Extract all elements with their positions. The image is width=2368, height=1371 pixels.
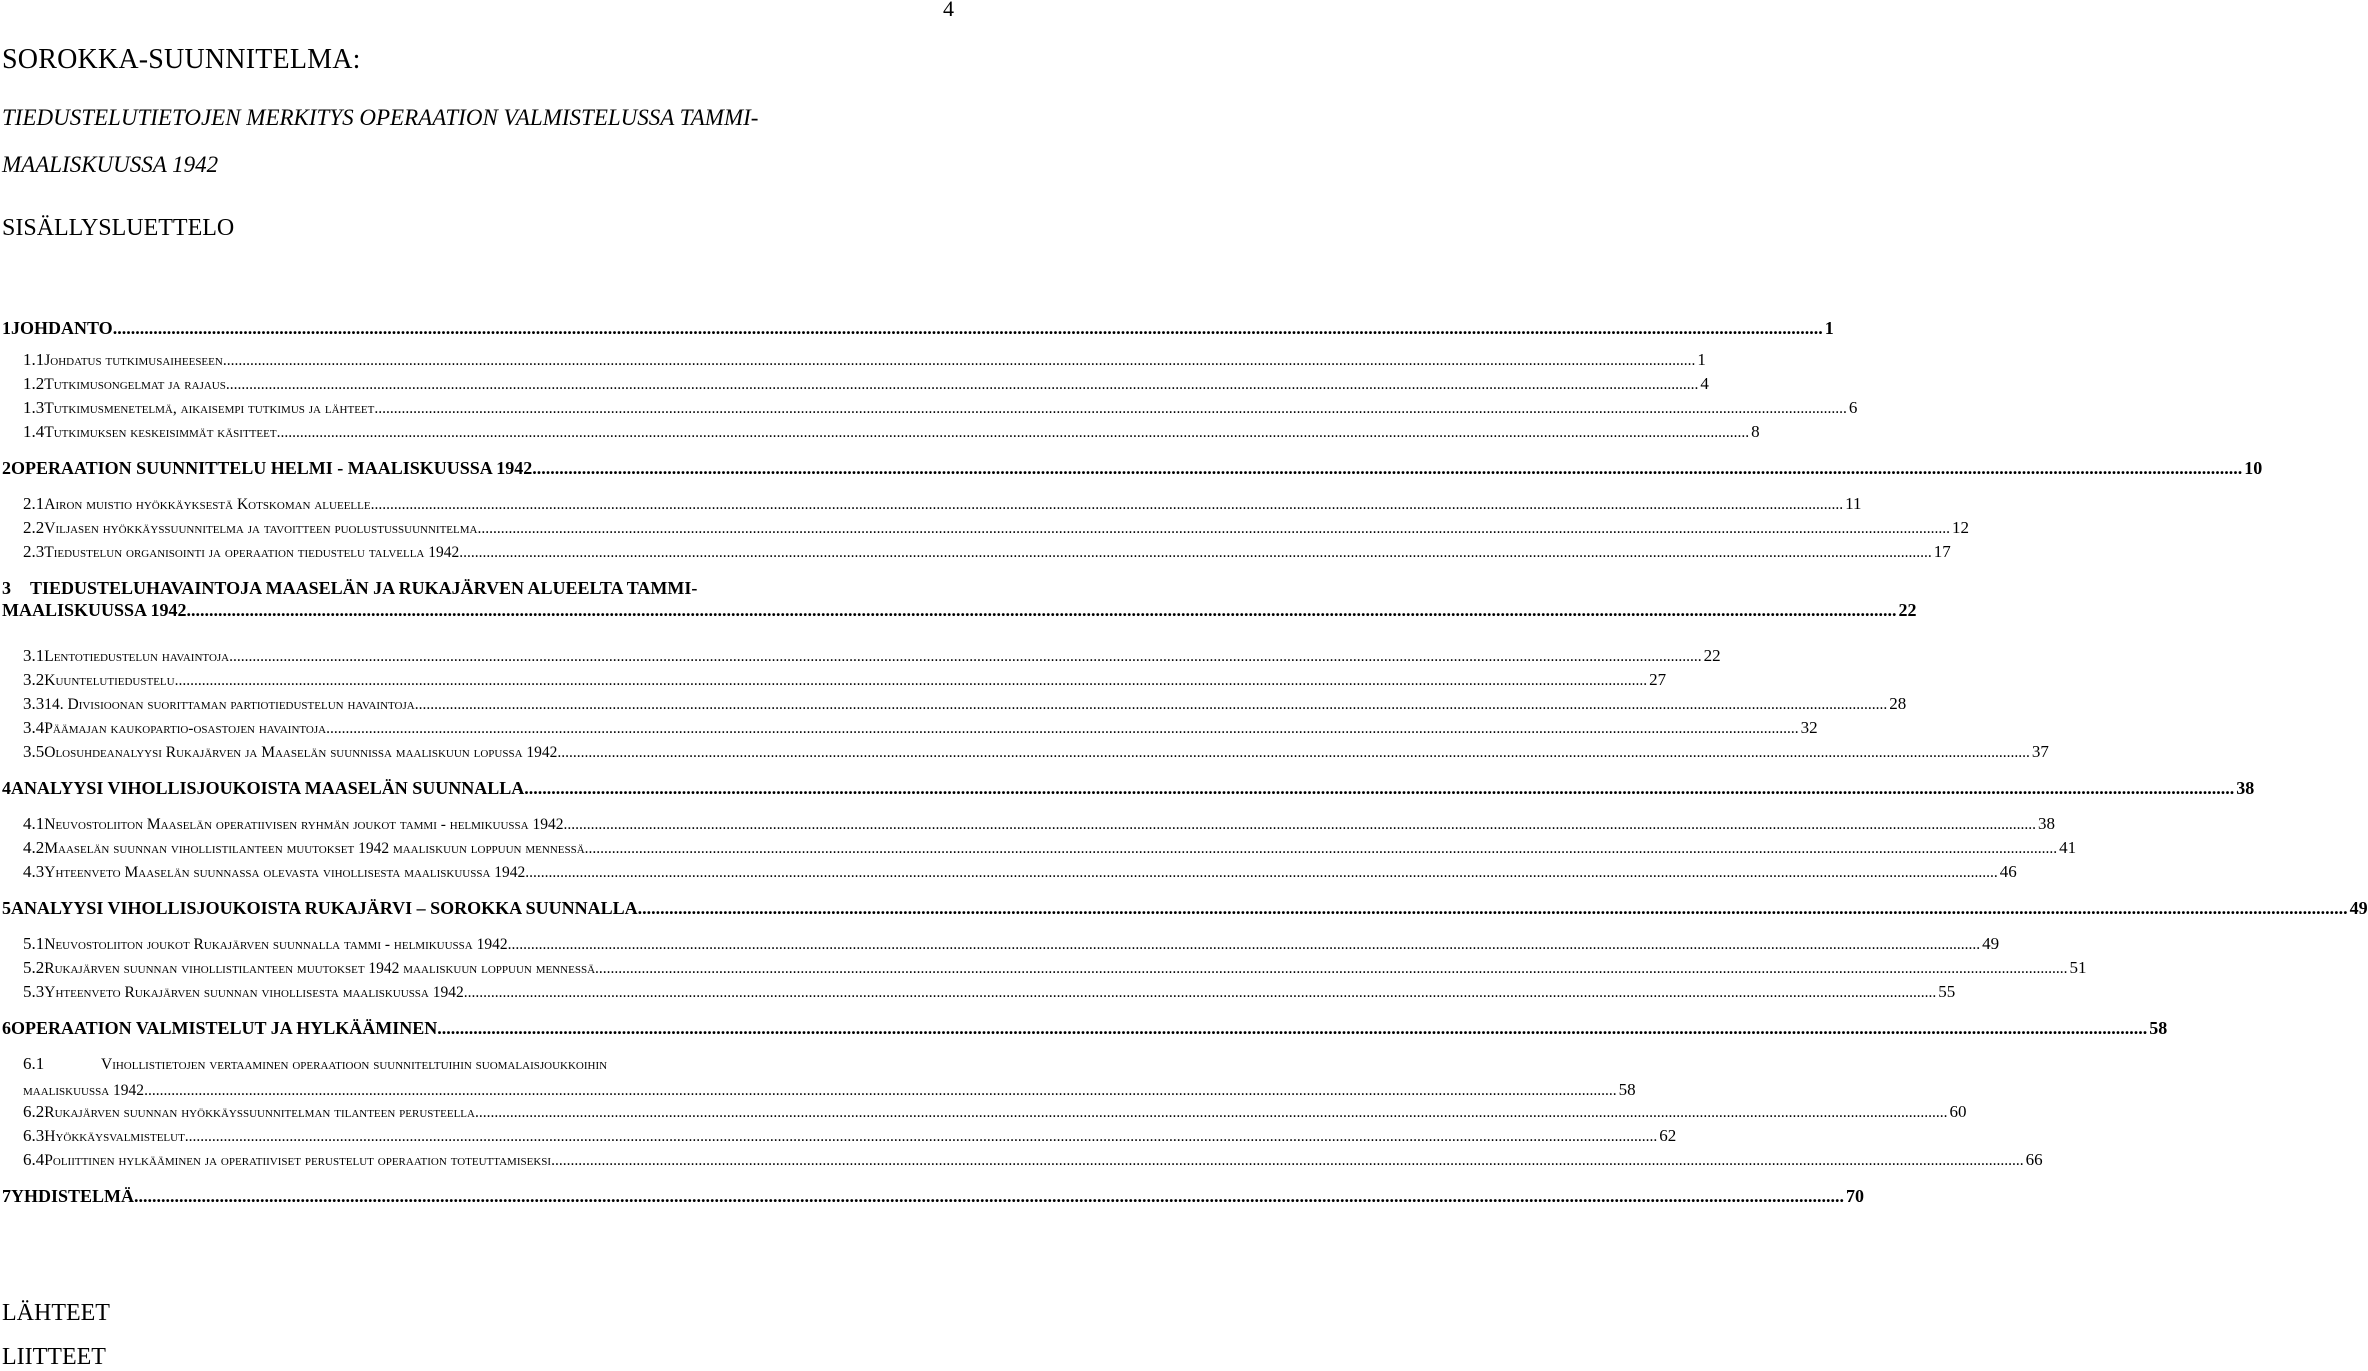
toc-entry-page: 4 <box>1700 374 1709 393</box>
toc-entry[interactable] <box>0 958 2087 982</box>
toc-entry-page: 10 <box>2244 458 2263 478</box>
toc-entry[interactable] <box>0 318 1834 342</box>
toc-entry-continuation[interactable] <box>0 600 1917 624</box>
toc-entry[interactable] <box>0 814 2055 838</box>
toc-entry[interactable] <box>0 646 1721 670</box>
toc-entry-continuation[interactable] <box>0 1080 1636 1104</box>
toc-entry-page: 12 <box>1951 518 1969 537</box>
toc-entry-number: 3.5 <box>23 742 45 761</box>
toc-entry-number: 6.4 <box>23 1150 45 1169</box>
toc-entry-number: 3.2 <box>23 670 45 689</box>
toc-dot-leader <box>459 544 1932 562</box>
toc-entry[interactable] <box>0 898 2368 922</box>
toc-dot-leader <box>475 1104 1948 1122</box>
toc-dot-leader <box>638 898 2348 919</box>
toc-entry[interactable] <box>0 1126 1677 1150</box>
toc-entry-text: Päämajan kaukopartio-osastojen havaintoja <box>44 720 327 737</box>
toc-entry-page: 38 <box>2236 778 2255 798</box>
toc-entry[interactable] <box>0 458 2263 482</box>
toc-entry-text: Rukajärven suunnan vihollistilanteen muutokset 1942 maaliskuun loppuun mennessä <box>44 960 596 977</box>
toc-entry-number: 1.3 <box>23 398 45 417</box>
toc-entry-number: 5 <box>2 898 11 918</box>
toc-entry[interactable] <box>0 838 2077 862</box>
document-subtitle: TIEDUSTELUTIETOJEN MERKITYS OPERAATION VALMISTELUSSA TAMMI-MAALISKUUSSA 1942 <box>2 105 759 177</box>
toc-entry-number: 2.1 <box>23 494 45 513</box>
toc-entry-page: 58 <box>1618 1080 1636 1099</box>
attachments-heading: LIITTEET <box>2 1344 106 1370</box>
toc-entry[interactable] <box>0 494 1862 518</box>
toc-entry[interactable] <box>0 518 1969 542</box>
toc-entry-page: 58 <box>2149 1018 2168 1038</box>
toc-entry-number: 2.2 <box>23 518 45 537</box>
toc-entry-number: 3.3 <box>23 694 45 713</box>
toc-entry-text: Neuvostoliiton Maaselän operatiivisen ryhmän joukot tammi - helmikuussa 1942 <box>44 816 564 833</box>
toc-entry-number: 6.2 <box>23 1102 45 1121</box>
toc-entry-text: Hyökkäysvalmistelut <box>44 1128 185 1145</box>
toc-entry-page: 41 <box>2059 838 2077 857</box>
toc-dot-leader <box>226 376 1699 394</box>
toc-entry[interactable] <box>0 670 1667 694</box>
toc-entry-text: Kuuntelutiedustelu <box>44 672 175 689</box>
toc-entry[interactable] <box>0 934 2000 958</box>
toc-entry-page: 49 <box>2349 898 2368 918</box>
toc-entry-number: 6 <box>2 1018 11 1038</box>
toc-entry-text: maaliskuussa 1942 <box>23 1082 145 1099</box>
toc-entry-text: JOHDANTO <box>11 318 113 338</box>
toc-entry[interactable] <box>0 1054 960 1078</box>
toc-entry-number: 1.2 <box>23 374 45 393</box>
toc-dot-leader <box>113 318 1823 339</box>
toc-heading: SISÄLLYSLUETTELO <box>2 215 235 241</box>
toc-entry-page: 66 <box>2025 1150 2043 1169</box>
toc-entry-text: Tutkimusmenetelmä, aikaisempi tutkimus ja lähteet <box>44 400 375 417</box>
toc-entry-page: 22 <box>1898 600 1917 620</box>
toc-entry-number: 5.1 <box>23 934 45 953</box>
toc-entry-number: 3 <box>2 578 11 598</box>
toc-dot-leader <box>551 1152 2024 1170</box>
toc-entry-number: 1.1 <box>23 350 45 369</box>
toc-entry[interactable] <box>0 578 960 602</box>
toc-dot-leader <box>326 720 1799 738</box>
toc-entry-page: 55 <box>1938 982 1956 1001</box>
toc-entry-text: MAALISKUUSSA 1942 <box>2 600 187 620</box>
toc-dot-leader <box>223 352 1696 370</box>
toc-dot-leader <box>134 1186 1844 1207</box>
toc-entry-number: 5.3 <box>23 982 45 1001</box>
toc-dot-leader <box>415 696 1888 714</box>
toc-entry-text: TIEDUSTELUHAVAINTOJA MAASELÄN JA RUKAJÄRVEN ALUEELTA TAMMI- <box>30 578 698 598</box>
toc-dot-leader <box>508 936 1981 954</box>
toc-entry-number: 6.1 <box>23 1054 45 1073</box>
toc-dot-leader <box>374 400 1847 418</box>
toc-entry-text: 14. Divisioonan suorittaman partiotiedustelun havaintoja <box>44 696 415 713</box>
toc-entry-page: 1 <box>1824 318 1834 338</box>
toc-entry[interactable] <box>0 1102 1967 1126</box>
toc-entry-text: Yhteenveto Maaselän suunnassa olevasta vihollisesta maaliskuussa 1942 <box>44 864 526 881</box>
toc-entry-number: 7 <box>2 1186 11 1206</box>
toc-entry-text: Maaselän suunnan vihollistilanteen muutokset 1942 maaliskuun loppuun mennessä <box>44 840 585 857</box>
toc-dot-leader <box>557 744 2030 762</box>
toc-entry-text: Airon muistio hyökkäyksestä Kotskoman alueelle <box>44 496 371 513</box>
toc-dot-leader <box>185 1128 1658 1146</box>
page-number: 4 <box>943 0 954 21</box>
toc-entry-page: 70 <box>1846 1186 1865 1206</box>
toc-dot-leader <box>525 864 1998 882</box>
toc-entry-page: 38 <box>2038 814 2055 833</box>
toc-entry-text: Yhteenveto Rukajärven suunnan vihollisesta maaliskuussa 1942 <box>44 984 464 1001</box>
toc-dot-leader <box>585 840 2058 858</box>
toc-entry[interactable] <box>0 374 1709 398</box>
toc-entry-text: ANALYYSI VIHOLLISJOUKOISTA RUKAJÄRVI – SOROKKA SUUNNALLA <box>11 898 638 918</box>
toc-entry-number: 2.3 <box>23 542 45 561</box>
toc-entry-text: YHDISTELMÄ <box>11 1186 135 1206</box>
toc-entry-page: 49 <box>1982 934 2000 953</box>
toc-entry[interactable] <box>0 1150 2043 1174</box>
toc-entry[interactable] <box>0 742 2049 766</box>
toc-entry-text: OPERAATION SUUNNITTELU HELMI - MAALISKUUSSA 1942 <box>11 458 533 478</box>
toc-entry[interactable] <box>0 350 1706 374</box>
toc-entry-page: 62 <box>1659 1126 1677 1145</box>
toc-entry[interactable] <box>0 718 1818 742</box>
toc-entry-number: 1.4 <box>23 422 45 441</box>
toc-entry-number: 4.2 <box>23 838 45 857</box>
toc-entry-number: 1 <box>2 318 11 338</box>
toc-entry[interactable] <box>0 694 1907 718</box>
toc-entry-page: 51 <box>2069 958 2087 977</box>
toc-dot-leader <box>371 496 1844 514</box>
toc-entry[interactable] <box>0 862 2017 886</box>
toc-entry-text: Johdatus tutkimusaiheeseen <box>44 352 223 369</box>
toc-dot-leader <box>464 984 1937 1002</box>
toc-entry-page: 22 <box>1703 646 1721 665</box>
toc-entry-page: 17 <box>1933 542 1951 561</box>
toc-entry-number: 5.2 <box>23 958 45 977</box>
toc-entry-page: 11 <box>1845 494 1862 513</box>
toc-entry-page: 32 <box>1800 718 1818 737</box>
toc-entry-text: Tutkimusongelmat ja rajaus <box>44 376 226 393</box>
toc-dot-leader <box>477 520 1950 538</box>
toc-dot-leader <box>595 960 2068 978</box>
toc-dot-leader <box>524 778 2234 799</box>
toc-entry-page: 8 <box>1751 422 1760 441</box>
toc-entry-page: 60 <box>1949 1102 1967 1121</box>
toc-entry-page: 37 <box>2031 742 2049 761</box>
toc-entry-text: OPERAATION VALMISTELUT JA HYLKÄÄMINEN <box>11 1018 438 1038</box>
document-title: SOROKKA-SUUNNITELMA: <box>2 44 361 75</box>
toc-entry-text: Viljasen hyökkäyssuunnitelma ja tavoitteen puolustussuunnitelma <box>44 520 478 537</box>
sources-heading: LÄHTEET <box>2 1300 110 1326</box>
toc-entry[interactable] <box>0 542 1951 566</box>
toc-entry-page: 6 <box>1848 398 1858 417</box>
toc-entry-page: 28 <box>1889 694 1907 713</box>
toc-entry-number: 4.3 <box>23 862 45 881</box>
toc-entry-text: Rukajärven suunnan hyökkäyssuunnitelman tilanteen perusteella <box>44 1104 475 1121</box>
toc-entry[interactable] <box>0 1018 2168 1042</box>
toc-dot-leader <box>532 458 2242 479</box>
toc-dot-leader <box>175 672 1648 690</box>
toc-dot-leader <box>229 648 1702 666</box>
toc-entry-text: Poliittinen hylkääminen ja operatiiviset perustelut operaation toteuttamiseksi <box>44 1152 552 1169</box>
toc-entry-text: Tiedustelun organisointi ja operaation tiedustelu talvella 1942 <box>44 544 460 561</box>
toc-entry-text: ANALYYSI VIHOLLISJOUKOISTA MAASELÄN SUUNNALLA <box>11 778 525 798</box>
toc-dot-leader <box>144 1082 1617 1100</box>
toc-entry-number: 6.3 <box>23 1126 45 1145</box>
toc-dot-leader <box>187 600 1897 621</box>
toc-entry[interactable] <box>0 778 2255 802</box>
toc-dot-leader <box>437 1018 2147 1039</box>
toc-entry-text: Olosuhdeanalyysi Rukajärven ja Maaselän suunnissa maaliskuun lopussa 1942 <box>44 744 558 761</box>
toc-entry-text: Vihollistietojen vertaaminen operaatioon suunniteltuihin suomalaisjoukkoihin <box>101 1056 608 1073</box>
toc-entry-number: 3.1 <box>23 646 45 665</box>
toc-entry-number: 3.4 <box>23 718 45 737</box>
toc-dot-leader <box>564 816 2037 834</box>
toc-entry-text: Neuvostoliiton joukot Rukajärven suunnalla tammi - helmikuussa 1942 <box>44 936 508 953</box>
toc-entry-text: Lentotiedustelun havaintoja <box>44 648 230 665</box>
toc-entry-page: 1 <box>1697 350 1706 369</box>
toc-entry[interactable] <box>0 982 1956 1006</box>
toc-entry-page: 27 <box>1649 670 1667 689</box>
toc-entry-number: 4.1 <box>23 814 45 833</box>
toc-entry-page: 46 <box>1999 862 2017 881</box>
toc-entry[interactable] <box>0 398 1858 422</box>
toc-entry-number: 4 <box>2 778 11 798</box>
toc-entry-text: Tutkimuksen keskeisimmät käsitteet <box>44 424 277 441</box>
toc-entry[interactable] <box>0 1186 1865 1210</box>
toc-entry-number: 2 <box>2 458 11 478</box>
toc-entry[interactable] <box>0 422 1760 446</box>
toc-dot-leader <box>277 424 1750 442</box>
